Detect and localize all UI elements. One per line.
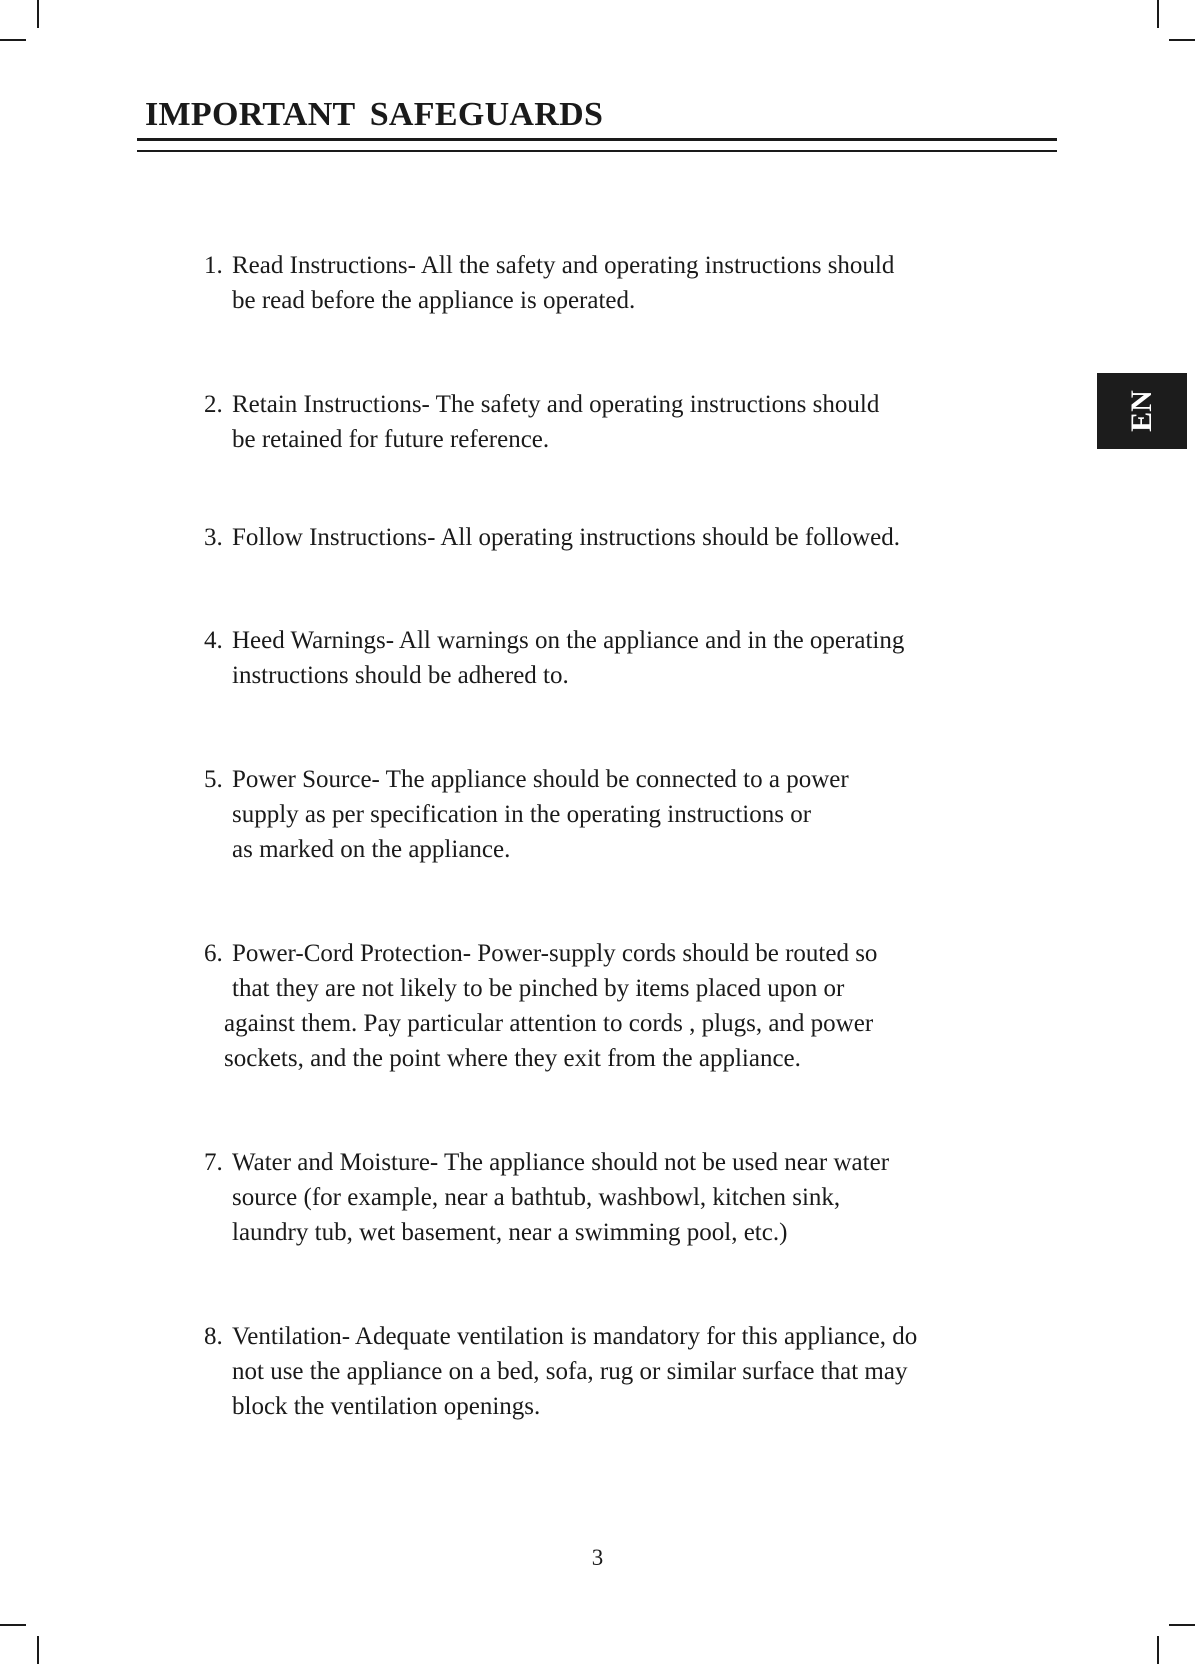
item-text: Ventilation- Adequate ventilation is mandatory for this appliance, do	[232, 1323, 918, 1350]
item-line: be retained for future reference.	[232, 426, 550, 453]
item-text: Heed Warnings- All warnings on the appliance and in the operating	[232, 627, 905, 654]
item-number: 2.	[204, 391, 223, 418]
item-line: against them. Pay particular attention to cords , plugs, and power	[224, 1010, 874, 1037]
item-line: laundry tub, wet basement, near a swimming pool, etc.)	[232, 1219, 788, 1246]
crop-mark-top-left	[0, 39, 26, 41]
item-number: 4.	[204, 627, 223, 654]
item-line: instructions should be adhered to.	[232, 662, 569, 689]
item-text: Read Instructions- All the safety and operating instructions should	[232, 252, 895, 279]
item-line: source (for example, near a bathtub, washbowl, kitchen sink,	[232, 1184, 841, 1211]
safeguard-item-4	[204, 623, 1024, 693]
item-line	[204, 387, 1024, 422]
item-number: 7.	[204, 1149, 223, 1176]
item-line	[204, 623, 1024, 658]
item-line	[204, 936, 1024, 971]
crop-mark-bottom-right	[1169, 1624, 1195, 1626]
crop-mark-top-left	[37, 0, 39, 28]
crop-mark-bottom-right	[1157, 1636, 1159, 1664]
item-line: block the ventilation openings.	[232, 1393, 541, 1420]
language-tab	[1097, 373, 1187, 449]
item-line: be read before the appliance is operated.	[232, 287, 636, 314]
safeguard-item-5	[204, 762, 1024, 867]
item-number: 6.	[204, 940, 223, 967]
item-line	[204, 1319, 1024, 1354]
item-text: Power Source- The appliance should be connected to a power	[232, 766, 849, 793]
safeguard-item-6	[204, 936, 1024, 1076]
item-line	[204, 248, 1024, 283]
item-text: Water and Moisture- The appliance should not be used near water	[232, 1149, 890, 1176]
item-text: Follow Instructions- All operating instructions should be followed.	[232, 524, 900, 551]
item-line	[204, 1145, 1024, 1180]
item-number: 8.	[204, 1323, 223, 1350]
safeguard-item-8	[204, 1319, 1024, 1424]
language-tab-label: EN	[1125, 390, 1158, 432]
item-number: 5.	[204, 766, 223, 793]
crop-mark-top-right	[1169, 39, 1195, 41]
crop-mark-bottom-left	[0, 1624, 26, 1626]
item-line	[204, 762, 1024, 797]
item-line: not use the appliance on a bed, sofa, rug or similar surface that may	[232, 1358, 908, 1385]
page-title: IMPORTANT SAFEGUARDS	[145, 96, 604, 133]
safeguard-item-7	[204, 1145, 1024, 1250]
item-line: as marked on the appliance.	[232, 836, 511, 863]
safeguard-item-2	[204, 387, 1024, 457]
title-rule-thin	[137, 150, 1057, 152]
item-line	[204, 520, 1024, 555]
item-line: sockets, and the point where they exit from the appliance.	[224, 1045, 801, 1072]
item-number: 1.	[204, 252, 223, 279]
safeguard-item-1	[204, 248, 1024, 318]
item-number: 3.	[204, 524, 223, 551]
item-line: supply as per specification in the operating instructions or	[232, 801, 812, 828]
safeguard-item-3	[204, 520, 1024, 555]
page-number: 3	[591, 1545, 604, 1570]
item-line: that they are not likely to be pinched by items placed upon or	[232, 975, 845, 1002]
item-text: Power-Cord Protection- Power-supply cords should be routed so	[232, 940, 878, 967]
item-text: Retain Instructions- The safety and operating instructions should	[232, 391, 880, 418]
crop-mark-top-right	[1157, 0, 1159, 28]
title-rule-thick	[137, 138, 1057, 141]
crop-mark-bottom-left	[37, 1636, 39, 1664]
